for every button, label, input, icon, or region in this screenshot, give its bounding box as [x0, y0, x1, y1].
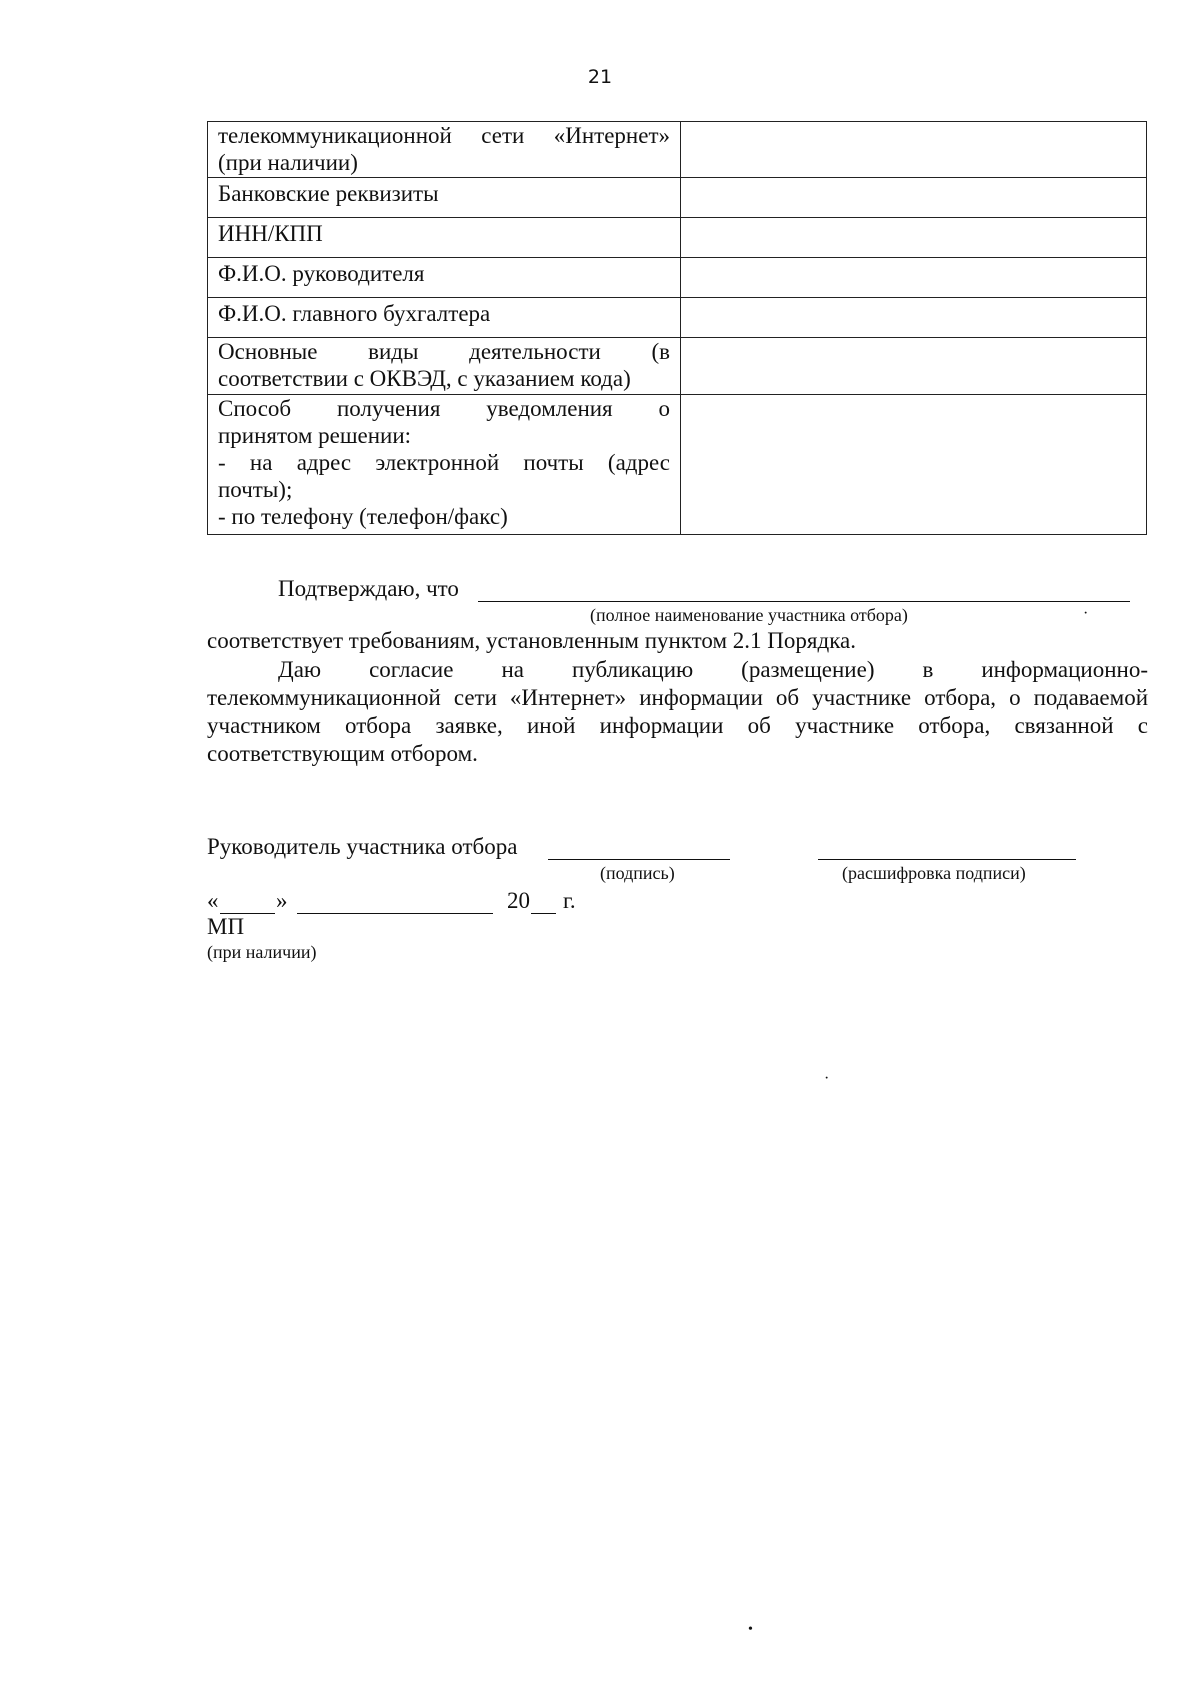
stamp-label: МП — [207, 914, 245, 939]
date-month-line[interactable] — [297, 913, 493, 914]
row-value-cell[interactable] — [681, 122, 1147, 178]
label-line: ИНН/КПП — [218, 221, 323, 246]
row-value-cell[interactable] — [681, 395, 1147, 535]
row-label — [208, 218, 681, 258]
confirmation-lead: Подтверждаю, что — [278, 576, 459, 601]
row-value-cell[interactable] — [681, 178, 1147, 218]
label-line: соответствии с ОКВЭД, с указанием кода) — [218, 366, 631, 391]
scan-speck: · — [824, 1070, 830, 1087]
date-year-line[interactable] — [531, 913, 556, 914]
consent-line: телекоммуникационной сети «Интернет» информации об участнике отбора, о подаваемой — [207, 685, 1148, 710]
signature-label: Руководитель участника отбора — [207, 834, 518, 859]
row-label — [208, 298, 681, 338]
row-label — [208, 338, 681, 395]
table-row — [208, 122, 1147, 178]
date-year-suffix: г. — [563, 888, 576, 913]
signature-decode-caption: (расшифровка подписи) — [842, 863, 1026, 883]
label-line: Основные виды деятельности (в — [218, 339, 670, 364]
row-value-cell[interactable] — [681, 338, 1147, 395]
table-row — [208, 298, 1147, 338]
consent-line: соответствующим отбором. — [207, 741, 478, 766]
row-value-cell[interactable] — [681, 298, 1147, 338]
row-label — [208, 178, 681, 218]
row-label — [208, 258, 681, 298]
row-label — [208, 395, 681, 535]
label-line: принятом решении: — [218, 423, 412, 448]
scan-mark: • — [748, 1622, 753, 1637]
label-line: Ф.И.О. главного бухгалтера — [218, 301, 491, 326]
table-row — [208, 258, 1147, 298]
table-row — [208, 178, 1147, 218]
row-value-cell[interactable] — [681, 258, 1147, 298]
signature-caption: (подпись) — [600, 863, 675, 883]
consent-line: участником отбора заявке, иной информации об участнике отбора, связанной с — [207, 713, 1148, 738]
scan-speck: · — [1083, 605, 1089, 622]
table-row — [208, 395, 1147, 535]
label-line: телекоммуникационной сети «Интернет» — [218, 123, 670, 148]
row-label — [208, 122, 681, 178]
page-number: 21 — [587, 66, 613, 88]
participant-name-line[interactable] — [478, 601, 1130, 602]
label-line: (при наличии) — [218, 150, 358, 175]
date-open-quote: « — [207, 888, 219, 913]
participant-name-caption: (полное наименование участника отбора) — [590, 605, 908, 625]
label-line: Банковские реквизиты — [218, 181, 439, 206]
label-line: Ф.И.О. руководителя — [218, 261, 425, 286]
label-line: почты); — [218, 477, 293, 502]
date-year-prefix: 20 — [507, 888, 530, 913]
confirmation-requirements: соответствует требованиям, установленным пунктом 2.1 Порядка. — [207, 628, 856, 653]
table-row — [208, 218, 1147, 258]
signature-line[interactable] — [548, 859, 730, 860]
stamp-caption: (при наличии) — [207, 942, 317, 962]
consent-line: Даю согласие на публикацию (размещение) в информационно- — [278, 657, 1148, 682]
row-value-cell[interactable] — [681, 218, 1147, 258]
label-line: - на адрес электронной почты (адрес — [218, 450, 670, 475]
table-row — [208, 338, 1147, 395]
date-close-quote: » — [276, 888, 288, 913]
signature-decode-line[interactable] — [818, 859, 1076, 860]
label-line: - по телефону (телефон/факс) — [218, 504, 508, 529]
applicant-info-table — [207, 121, 1147, 535]
label-line: Способ получения уведомления о — [218, 396, 670, 421]
